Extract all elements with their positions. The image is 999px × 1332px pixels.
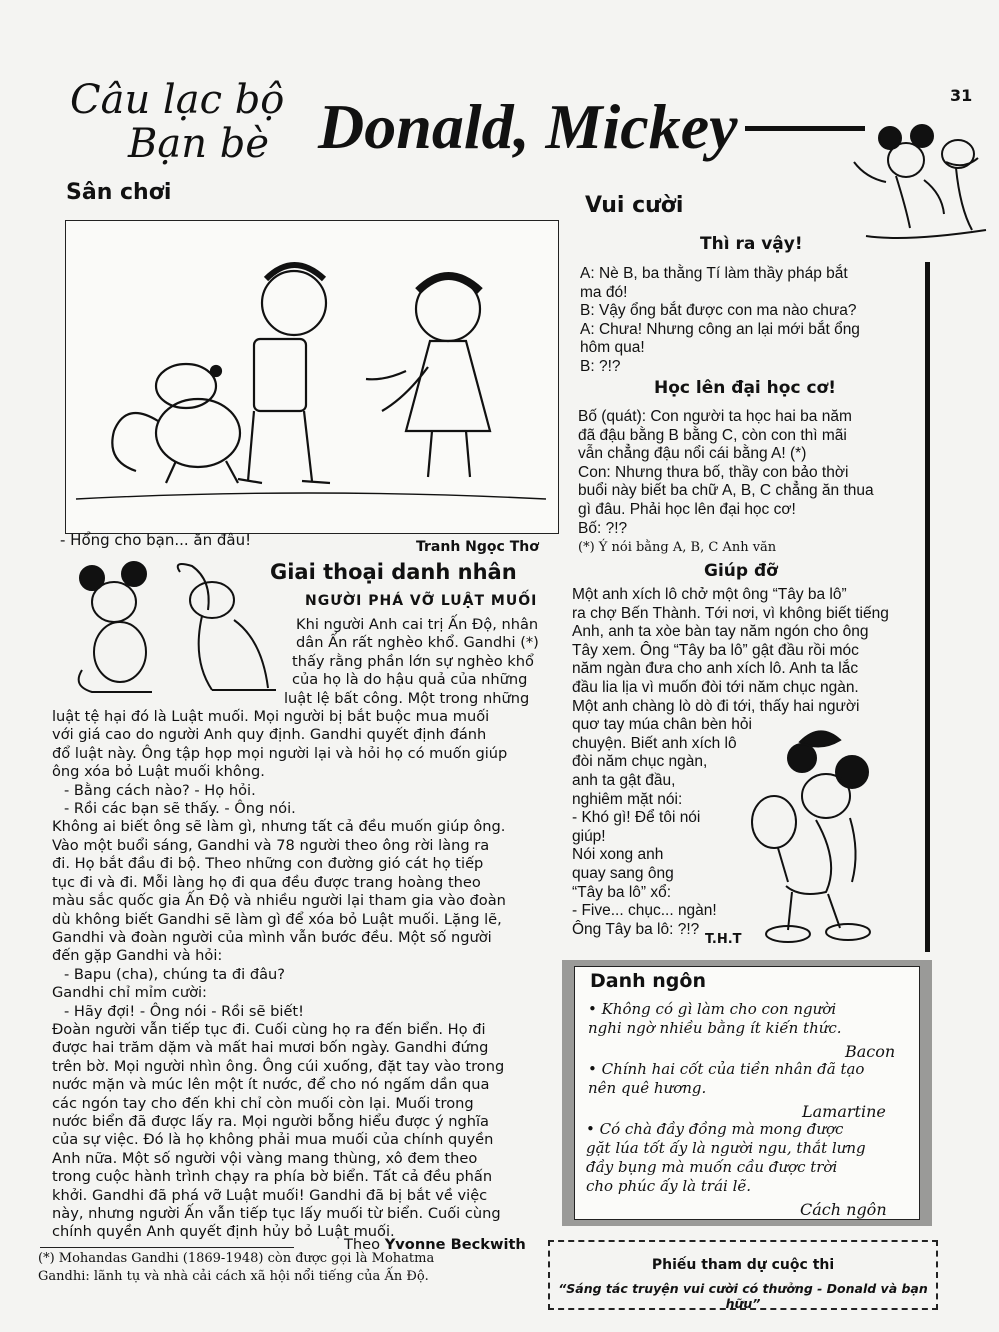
quote-1 bbox=[588, 1000, 908, 1038]
quote-3-author: Cách ngôn bbox=[800, 1200, 887, 1219]
club-title bbox=[70, 78, 284, 166]
joke-line: đầu lia lịa vì muốn đòi tới năm chục ngàn. bbox=[572, 678, 859, 696]
section-title-vui-cuoi: Vui cười bbox=[585, 193, 684, 218]
story-line: luật lệ bất công. Một trong những bbox=[284, 689, 530, 707]
story-title: Giai thoại danh nhân bbox=[270, 560, 517, 584]
joke2-body bbox=[578, 408, 923, 538]
story-line: Vào một buổi sáng, Gandhi và 78 người theo ông rời làng ra bbox=[52, 836, 490, 854]
story-line: của sự việc. Đó là họ không phải mua muối của chính quyền bbox=[52, 1131, 494, 1149]
quote-1-author: Bacon bbox=[845, 1042, 896, 1061]
story-line: khởi. Gandhi đã phá vỡ Luật muối! Gandhi đã bị bắt về việc bbox=[52, 1186, 488, 1204]
quote-3 bbox=[586, 1120, 910, 1196]
joke-line: Nói xong anh bbox=[572, 846, 664, 864]
joke-line: Tây xem. Ông “Tây ba lô” gật đầu rồi móc bbox=[572, 641, 859, 659]
footnote-rule bbox=[40, 1247, 294, 1248]
joke-line: chuyện. Biết anh xích lô bbox=[572, 734, 737, 752]
joke-line: Ông Tây ba lô: ?!? bbox=[572, 920, 700, 938]
joke3-title: Giúp đỡ bbox=[704, 561, 778, 581]
brand-title: Donald, Mickey bbox=[318, 91, 738, 162]
joke3-signature: T.H.T bbox=[705, 932, 742, 947]
ticket-line2: “Sáng tác truyện vui cười có thưởng - Donald và bạn hữu” bbox=[558, 1281, 928, 1311]
joke-line: - Five... chục... ngàn! bbox=[572, 902, 717, 920]
story-line: nước mặn và múc lên một ít nước, để cho nó ngấm dần qua bbox=[52, 1076, 490, 1094]
joke-line: năm ngàn đưa cho anh xích lô. Anh ta lắc bbox=[572, 660, 859, 678]
quotes-title: Danh ngôn bbox=[590, 970, 706, 992]
joke-line: ma đó! bbox=[580, 283, 628, 301]
joke2-title: Học lên đại học cơ! bbox=[654, 378, 836, 398]
story-line: - Bapu (cha), chúng ta đi đâu? bbox=[64, 965, 286, 983]
story-line: dù không biết Gandhi sẽ làm gì để xóa bỏ Luật muối. Lặng lẽ, bbox=[52, 910, 502, 928]
story-line: Anh nữa. Một số người vội vàng mang thùng, xô đem theo bbox=[52, 1149, 478, 1167]
story-line: nước biển đã được lấy ra. Mọi người bỗng hiểu được ý nghĩa bbox=[52, 1112, 489, 1130]
story-line: luật tệ hại đó là Luật muối. Mọi người bị bắt buộc mua muối bbox=[52, 708, 490, 726]
joke-line: giúp! bbox=[572, 827, 606, 845]
story-source-name: Yvonne Beckwith bbox=[384, 1236, 526, 1253]
quote-line: nghi ngờ nhiều bằng ít kiến thức. bbox=[588, 1019, 842, 1037]
footnote-line: Gandhi: lãnh tụ và nhà cải cách xã hội nổi tiếng của Ấn Độ. bbox=[38, 1269, 429, 1284]
joke-line: nghiêm mặt nói: bbox=[572, 790, 683, 808]
joke-line: Anh, anh ta xòe bàn tay năm ngón cho ông bbox=[572, 623, 869, 641]
story-body bbox=[52, 616, 548, 1242]
story-line: trong cuộc hành trình chạy ra phía bờ biển. Tất cả đều phấn bbox=[52, 1168, 493, 1186]
story-line: màu sắc quốc gia Ấn Độ và nhiều người lại tham gia vào đoàn bbox=[52, 892, 506, 910]
story-line: được hai trăm dặm và mất hai mươi bốn ngày. Gandhi đứng bbox=[52, 1039, 489, 1057]
story-line: Gandhi chỉ mỉm cười: bbox=[52, 984, 207, 1002]
page-number: 31 bbox=[950, 86, 973, 105]
cartoon-illustration bbox=[66, 221, 558, 533]
joke-line: anh ta gật đầu, bbox=[572, 771, 676, 789]
story-line: Không ai biết ông sẽ làm gì, nhưng tất cả đều muốn giúp ông. bbox=[52, 818, 506, 836]
story-line: dân Ấn rất nghèo khổ. Gandhi (*) bbox=[296, 634, 539, 652]
joke-line: Con: Nhưng thưa bố, thầy con bảo thời bbox=[578, 463, 849, 481]
section-title-san-choi: Sân chơi bbox=[66, 180, 172, 205]
ticket-line1: Phiếu tham dự cuộc thi bbox=[651, 1257, 835, 1273]
story-line: ông xóa bỏ Luật muối không. bbox=[52, 763, 265, 781]
quote-line: nên quê hương. bbox=[588, 1079, 707, 1097]
minnie-tennis-illustration bbox=[730, 722, 900, 952]
joke-line: Bố (quát): Con người ta học hai ba năm bbox=[578, 408, 852, 425]
story-line: tục đi và đi. Mỗi làng họ đi qua đều được trang hoàng theo bbox=[52, 873, 481, 891]
joke-line: vẫn chẳng đậu nổi cái bằng A! (*) bbox=[578, 445, 807, 463]
joke1-title: Thì ra vậy! bbox=[700, 234, 803, 254]
story-line: - Hãy đợi! - Ông nói - Rồi sẽ biết! bbox=[64, 1002, 305, 1020]
club-title-line2: Bạn bè bbox=[128, 121, 269, 167]
story-line: đổ luật này. Ông tập họp mọi người lại và hỏi họ có muốn giúp bbox=[52, 744, 508, 762]
joke-line: B: ?!? bbox=[580, 357, 621, 375]
story-line: thấy rằng phần lớn sự nghèo khổ bbox=[292, 652, 534, 670]
story-line: - Rồi các bạn sẽ thấy. - Ông nói. bbox=[64, 800, 296, 818]
joke-line: “Tây ba lô” xổ: bbox=[572, 883, 672, 901]
mickey-donald-illustration bbox=[846, 118, 996, 248]
story-line: chính quyền Anh quyết định hủy bỏ Luật muối. bbox=[52, 1223, 395, 1241]
joke2-note: (*) Ý nói bằng A, B, C Anh văn bbox=[578, 540, 777, 555]
joke1-body bbox=[580, 265, 920, 377]
story-line: đi. Họ bắt đầu đi bộ. Theo những con đường gió cát họ tiếp bbox=[52, 855, 484, 873]
quote-line: gặt lúa tốt ấy là người ngu, thắt lưng bbox=[586, 1139, 866, 1157]
joke-line: Một anh xích lô chở một ông “Tây ba lô” bbox=[572, 586, 847, 603]
club-title-line1: Câu lạc bộ bbox=[70, 77, 285, 123]
joke-line: ra chợ Bến Thành. Tới nơi, vì không biết tiếng bbox=[572, 604, 889, 622]
joke-line: A: Nè B, ba thằng Tí làm thầy pháp bắt bbox=[580, 265, 848, 282]
quote-line: • Không có gì làm cho con người bbox=[588, 1000, 837, 1018]
cartoon-caption: - Hổng cho bạn... ăn đâu! bbox=[60, 531, 252, 549]
story-line: đến gặp Gandhi và hỏi: bbox=[52, 947, 223, 965]
quote-line: • Chính hai cốt của tiền nhân đã tạo bbox=[588, 1060, 865, 1078]
story-line: của họ là do hậu quả của những bbox=[292, 671, 528, 689]
joke-line: quay sang ông bbox=[572, 864, 674, 882]
joke-line: Bố: ?!? bbox=[578, 519, 628, 537]
story-subtitle: NGƯỜI PHÁ VỠ LUẬT MUỐI bbox=[305, 593, 538, 609]
joke-line: - Khó gì! Để tôi nói bbox=[572, 809, 701, 827]
joke-line: Một anh chàng lò dò đi tới, thấy hai người bbox=[572, 697, 860, 715]
story-line: với giá cao do người Anh quy định. Gandhi quyết định đánh bbox=[52, 726, 487, 744]
joke-line: đòi năm chục ngàn, bbox=[572, 753, 708, 771]
quote-line: đầy bụng mà muốn cầu được trời bbox=[586, 1158, 838, 1176]
story-line: các ngón tay cho đến khi chỉ còn muối còn lại. Muối trong bbox=[52, 1094, 474, 1112]
quote-line: cho phúc ấy là trái lẽ. bbox=[586, 1177, 752, 1195]
story-line: Đoàn người vẫn tiếp tục đi. Cuối cùng họ ra đến biển. Họ đi bbox=[52, 1020, 486, 1038]
story-line: này, nhưng người Ấn vẫn tiếp tục lấy muối từ biển. Cuối cùng bbox=[52, 1205, 501, 1222]
joke-line: hôm qua! bbox=[580, 339, 645, 357]
cartoon-panel bbox=[65, 220, 559, 534]
joke-line: A: Chưa! Nhưng công an lại mới bắt ổng bbox=[580, 320, 860, 338]
story-line: Gandhi và đoàn người của mình vẫn bước đều. Một số người bbox=[52, 928, 492, 946]
quote-2-author: Lamartine bbox=[802, 1102, 886, 1121]
story-line: trên bờ. Mọi người nhìn ông. Ông cúi xuống, đặt tay vào trong bbox=[52, 1057, 505, 1075]
cartoon-credit: Tranh Ngọc Thơ bbox=[416, 539, 539, 555]
joke-line: đã đậu bằng B bằng C, còn con thì mãi bbox=[578, 426, 847, 444]
footnote-line: (*) Mohandas Gandhi (1869-1948) còn được gọi là Mohatma bbox=[38, 1251, 435, 1266]
story-line: Khi người Anh cai trị Ấn Độ, nhân bbox=[296, 616, 539, 633]
story-line: - Bằng cách nào? - Họ hỏi. bbox=[64, 781, 256, 799]
column-bar bbox=[925, 262, 930, 952]
footnote bbox=[38, 1250, 538, 1286]
joke-line: quơ tay múa chân bèn hỏi bbox=[572, 716, 752, 734]
joke-line: buổi này biết ba chữ A, B, C chẳng ăn thua bbox=[578, 482, 874, 500]
quote-line: • Có chà đầy đồng mà mong được bbox=[586, 1120, 844, 1138]
quote-2 bbox=[588, 1060, 908, 1098]
joke-line: B: Vậy ổng bắt được con ma nào chưa? bbox=[580, 302, 857, 320]
story-source-prefix: Theo bbox=[344, 1236, 381, 1253]
joke-line: gì đâu. Phải học lên đại học cơ! bbox=[578, 500, 796, 518]
